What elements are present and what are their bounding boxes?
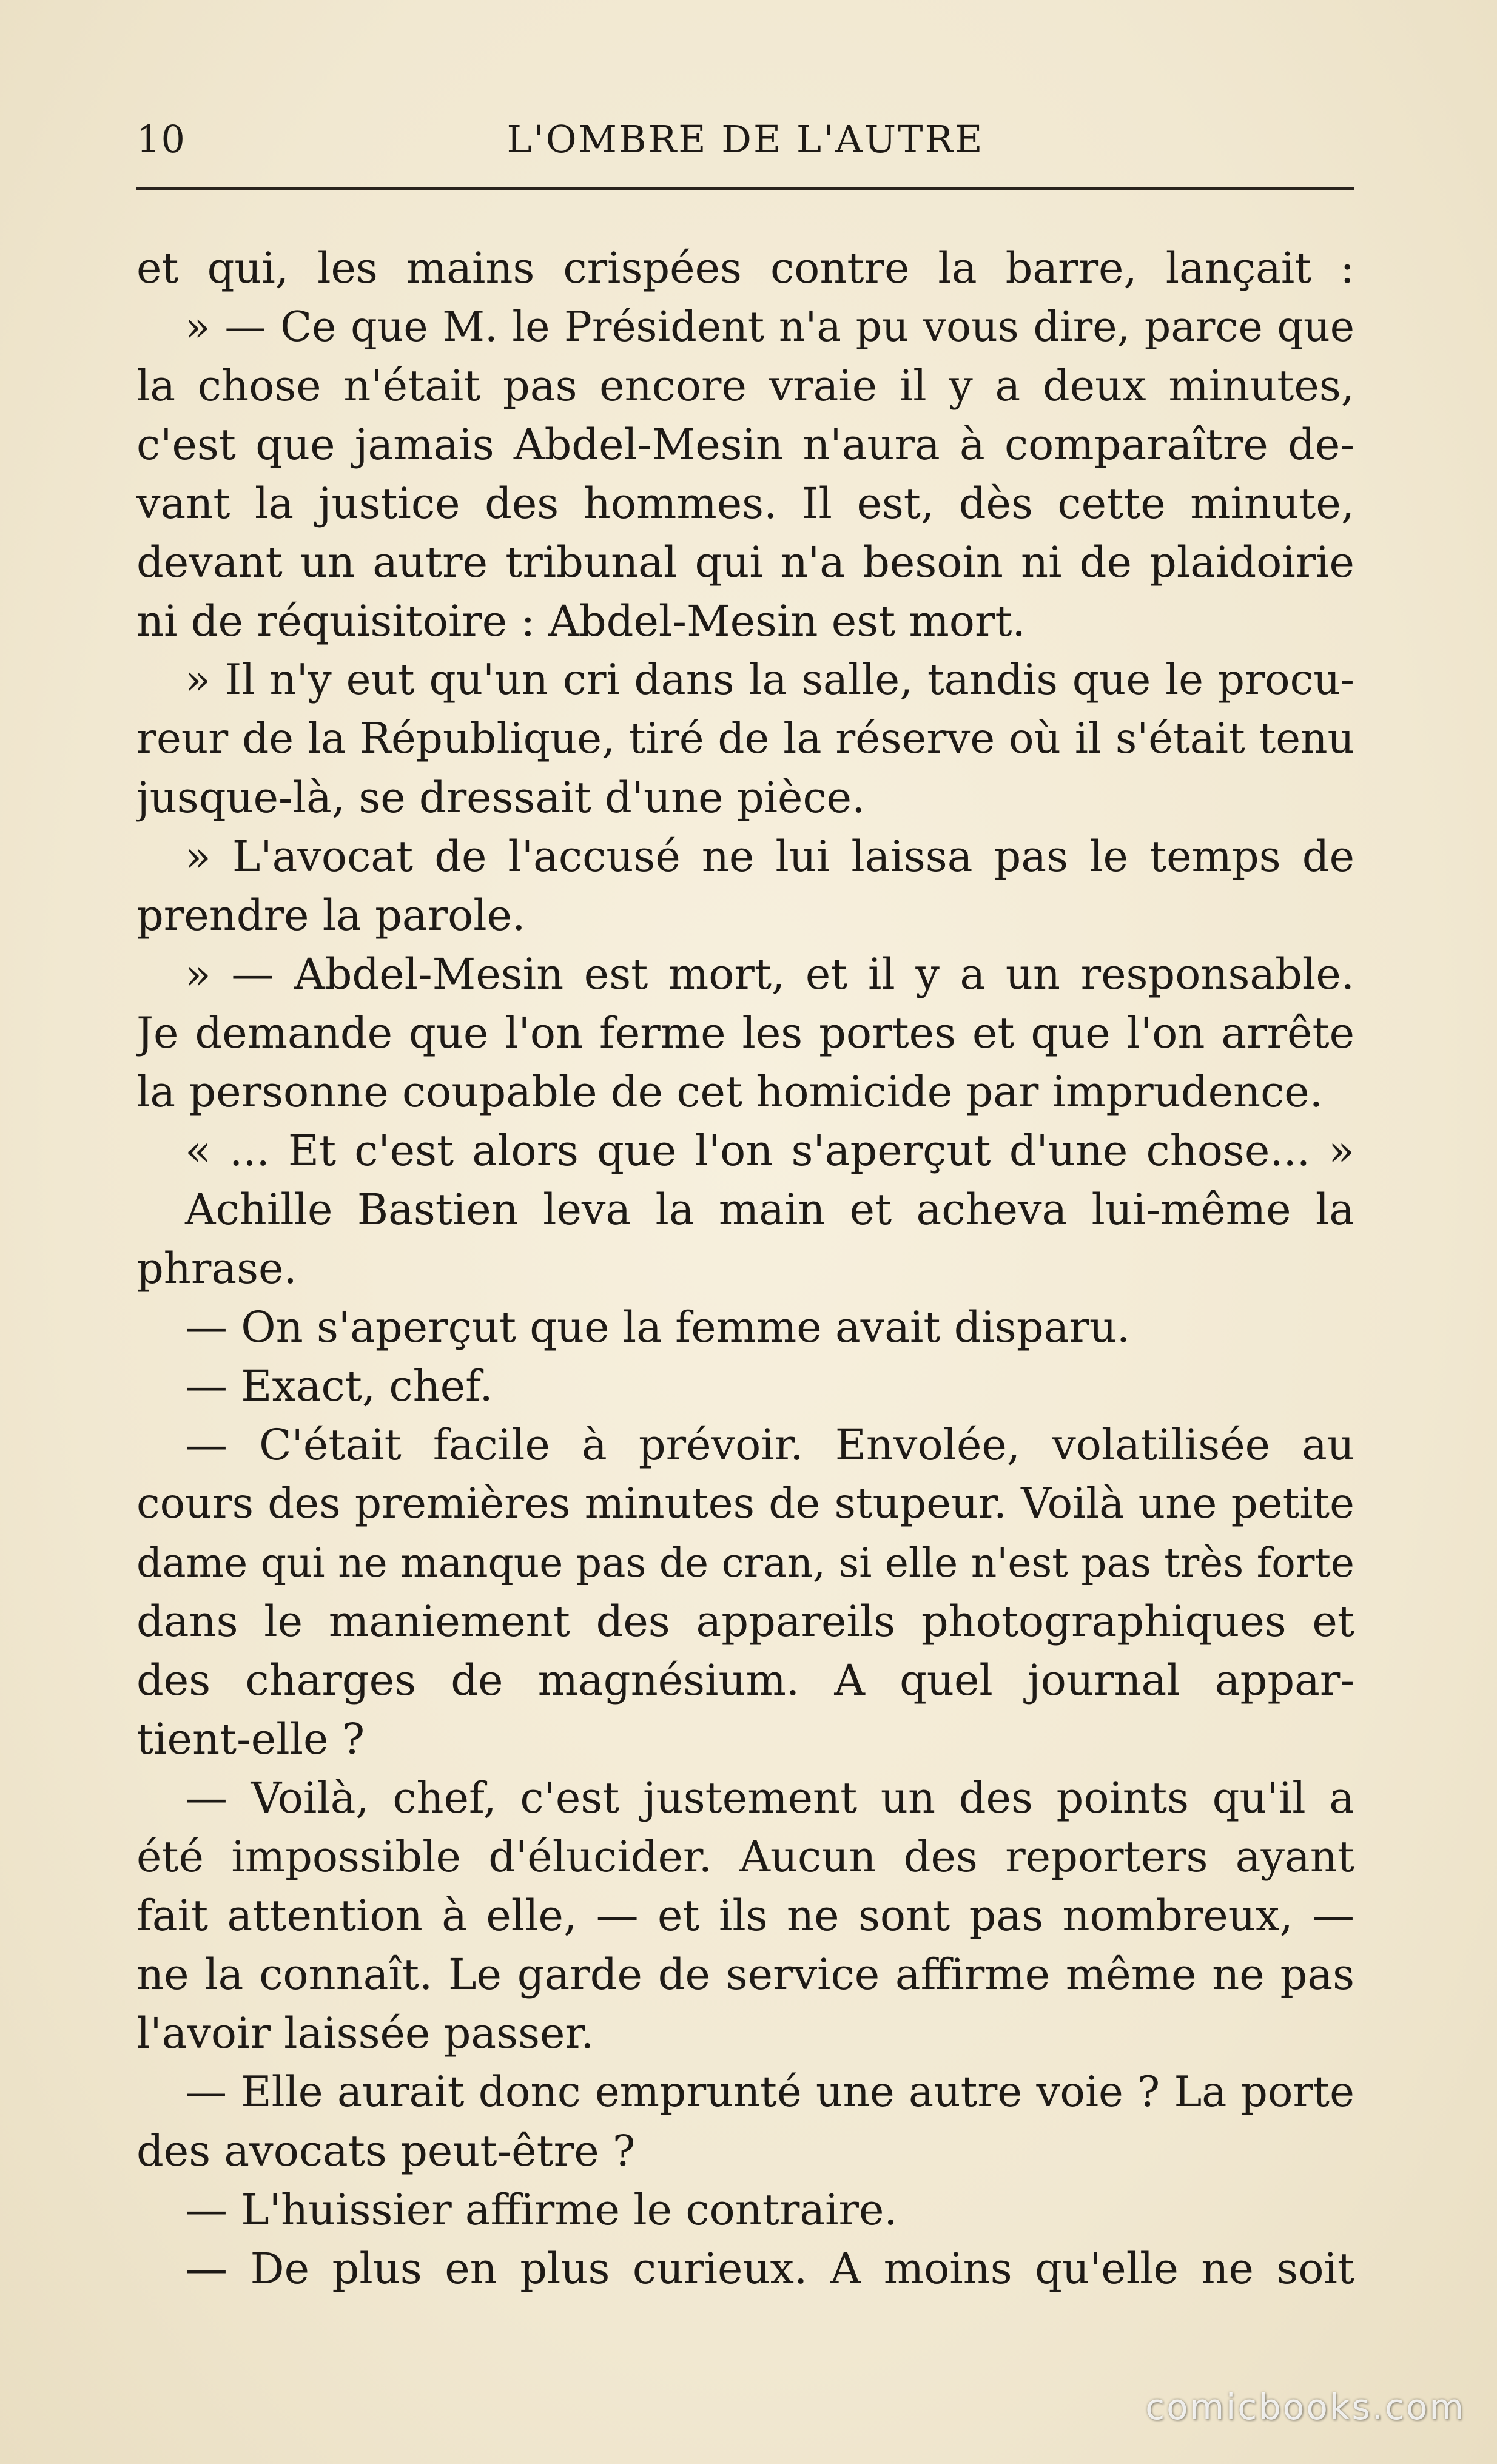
text-line: » — Ce que M. le Président n'a pu vous dire, parce que xyxy=(185,303,1354,351)
text-line: des charges de magnésium. A quel journal appar- xyxy=(136,1655,1354,1705)
text-line: c'est que jamais Abdel-Mesin n'aura à comparaître de- xyxy=(136,420,1354,470)
text-line: fait attention à elle, — et ils ne sont pas nombreux, — xyxy=(136,1891,1354,1941)
text-line: été impossible d'élucider. Aucun des reporters ayant xyxy=(136,1832,1354,1882)
text-line: » — Abdel-Mesin est mort, et il y a un responsable. xyxy=(185,949,1354,999)
text-line: la personne coupable de cet homicide par imprudence. xyxy=(136,1067,1323,1117)
text-line: devant un autre tribunal qui n'a besoin ni de plaidoirie xyxy=(136,537,1354,587)
text-line: vant la justice des hommes. Il est, dès cette minute, xyxy=(136,479,1354,528)
text-line: ni de réquisitoire : Abdel-Mesin est mort. xyxy=(136,596,1026,646)
text-line: prendre la parole. xyxy=(136,890,526,940)
page-number: 10 xyxy=(136,117,186,161)
text-line: » Il n'y eut qu'un cri dans la salle, tandis que le procu- xyxy=(185,656,1354,704)
text-line: phrase. xyxy=(136,1244,297,1293)
text-line: Achille Bastien leva la main et acheva lui-même la xyxy=(185,1185,1354,1234)
text-line: — Exact, chef. xyxy=(185,1361,493,1411)
body-text xyxy=(136,239,1354,2298)
text-line: — C'était facile à prévoir. Envolée, volatilisée au xyxy=(185,1420,1354,1470)
text-line: Je demande que l'on ferme les portes et que l'on arrête xyxy=(136,1008,1354,1058)
text-line: et qui, les mains crispées contre la barre, lançait : xyxy=(136,243,1354,293)
text-line: » L'avocat de l'accusé ne lui laissa pas le temps de xyxy=(185,832,1354,881)
text-line: l'avoir laissée passer. xyxy=(136,2008,594,2058)
text-line: cours des premières minutes de stupeur. Voilà une petite xyxy=(136,1479,1354,1528)
watermark: comicbooks.com xyxy=(1145,2386,1465,2428)
text-line: « ... Et c'est alors que l'on s'aperçut d'une chose... » xyxy=(185,1126,1354,1176)
text-line: dame qui ne manque pas de cran, si elle n'est pas très forte xyxy=(136,1540,1354,1586)
text-line: — Elle aurait donc emprunté une autre voie ? La porte xyxy=(185,2068,1354,2116)
text-line: — L'huissier affirme le contraire. xyxy=(185,2185,898,2235)
text-line: — On s'aperçut que la femme avait disparu. xyxy=(185,1302,1131,1352)
page-header xyxy=(136,106,1354,167)
text-line: tient-elle ? xyxy=(136,1714,365,1764)
text-line: des avocats peut-être ? xyxy=(136,2126,636,2176)
text-line: reur de la République, tiré de la réserve où il s'était tenu xyxy=(136,715,1354,763)
text-line: jusque-là, se dressait d'une pièce. xyxy=(136,773,866,823)
text-line: la chose n'était pas encore vraie il y a deux minutes, xyxy=(136,361,1354,411)
text-line: — De plus en plus curieux. A moins qu'elle ne soit xyxy=(185,2244,1354,2294)
text-line: — Voilà, chef, c'est justement un des points qu'il a xyxy=(185,1773,1354,1823)
text-line: dans le maniement des appareils photographiques et xyxy=(136,1597,1354,1646)
text-line: ne la connaît. Le garde de service affirme même ne pas xyxy=(136,1950,1354,1999)
header-rule xyxy=(136,187,1354,190)
running-title: L'OMBRE DE L'AUTRE xyxy=(506,117,984,161)
